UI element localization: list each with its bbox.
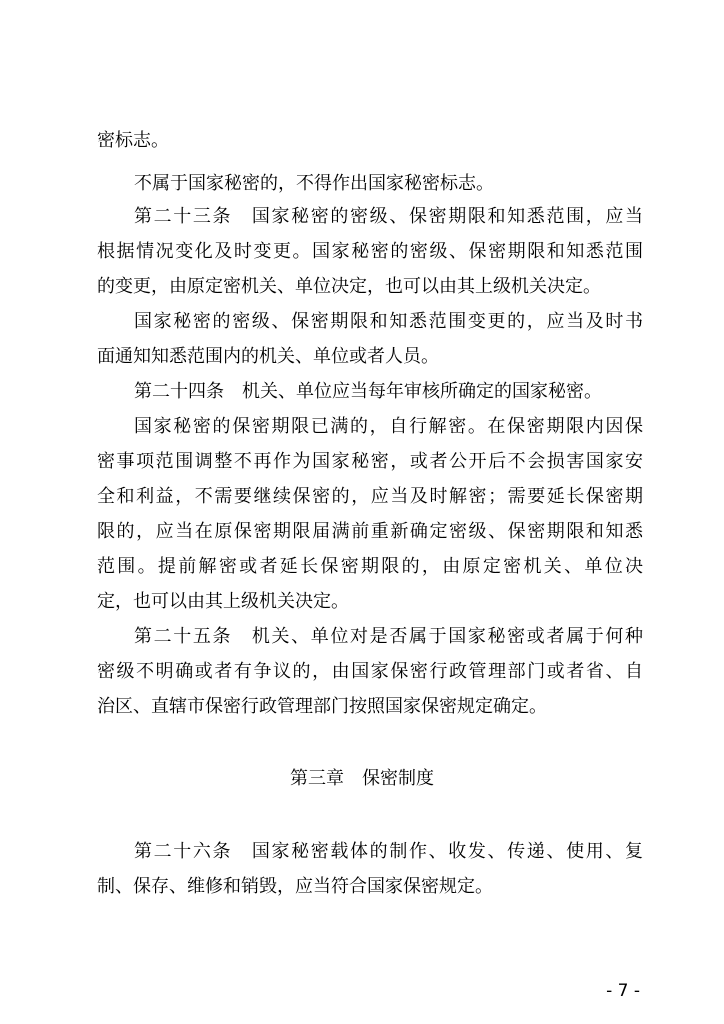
article-26-line-1: 第二十六条 国家秘密载体的制作、收发、传递、使用、复 [134, 841, 643, 862]
article-26-line-2: 制、保存、维修和销毁，应当符合国家保密规定。 [97, 876, 493, 897]
text-line-13: 范围。提前解密或者延长保密期限的，由原定密机关、单位决 [97, 556, 643, 577]
text-line-10: 密事项范围调整不再作为国家秘密，或者公开后不会损害国家安 [97, 451, 643, 472]
article-23-line-1: 第二十三条 国家秘密的密级、保密期限和知悉范围，应当 [134, 206, 643, 227]
text-line-9: 国家秘密的保密期限已满的，自行解密。在保密期限内因保 [134, 416, 643, 437]
article-23-line-3: 的变更，由原定密机关、单位决定，也可以由其上级机关决定。 [97, 276, 601, 297]
text-line-11: 全和利益，不需要继续保密的，应当及时解密；需要延长保密期 [97, 486, 643, 507]
text-line-2: 不属于国家秘密的，不得作出国家秘密标志。 [134, 173, 494, 194]
article-23-line-2: 根据情况变化及时变更。国家秘密的密级、保密期限和知悉范围 [97, 241, 643, 262]
article-25-line-3: 治区、直辖市保密行政管理部门按照国家保密规定确定。 [97, 696, 547, 717]
text-line-6: 国家秘密的密级、保密期限和知悉范围变更的，应当及时书 [134, 311, 643, 332]
article-25-line-1: 第二十五条 机关、单位对是否属于国家秘密或者属于何种 [134, 626, 643, 647]
article-24-line-1: 第二十四条 机关、单位应当每年审核所确定的国家秘密。 [134, 381, 602, 402]
article-25-line-2: 密级不明确或者有争议的，由国家保密行政管理部门或者省、自 [97, 661, 643, 682]
text-line-12: 限的，应当在原保密期限届满前重新确定密级、保密期限和知悉 [97, 521, 643, 542]
text-line-7: 面通知知悉范围内的机关、单位或者人员。 [97, 346, 439, 367]
page-number: - 7 - [606, 981, 640, 1001]
text-line-1: 密标志。 [97, 130, 169, 151]
text-line-14: 定，也可以由其上级机关决定。 [97, 591, 349, 612]
chapter-heading: 第三章 保密制度 [290, 768, 434, 789]
